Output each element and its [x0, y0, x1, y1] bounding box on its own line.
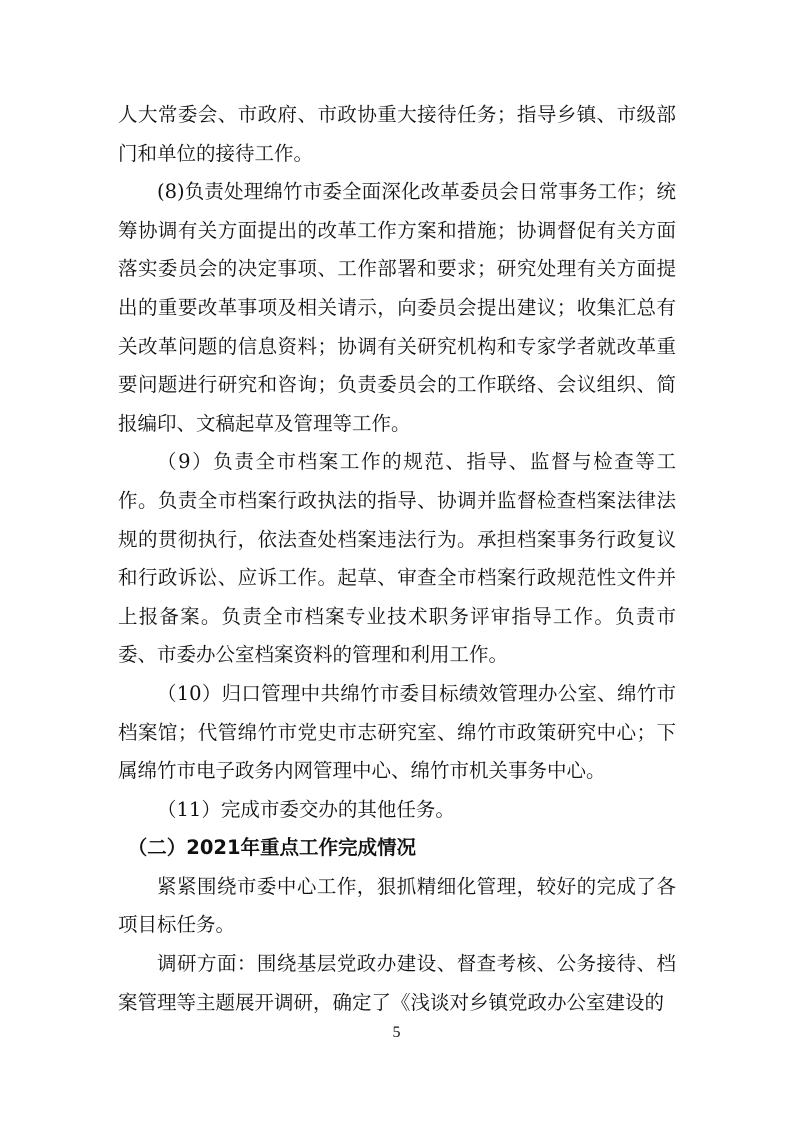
- section-heading: （二）2021年重点工作完成情况: [127, 836, 417, 860]
- paragraph-item-9: （9）负责全市档案工作的规范、指导、监督与检查等工作。负责全市档案行政执法的指导、协调并监督检查档案法律法规的贯彻执行，依法查处档案违法行为。承担档案事务行政复议和行政诉讼、应诉工作。起草、审查全市档案行政规范性文件并上报备案。负责全市档案专业技术职务评审指导工作。负责市委、市委办公室档案资料的管理和利用工作。: [118, 450, 676, 667]
- paragraph-item-11: （11）完成市委交办的其他任务。: [157, 797, 455, 821]
- page-number: 5: [392, 1024, 401, 1041]
- paragraph-item-8: (8)负责处理绵竹市委全面深化改革委员会日常事务工作；统筹协调有关方面提出的改革工作方案和措施；协调督促有关方面落实委员会的决定事项、工作部署和要求；研究处理有关方面提出的重要改革事项及相关请示，向委员会提出建议；收集汇总有关改革问题的信息资料；协调有关研究机构和专家学者就改革重要问题进行研究和咨询；负责委员会的工作联络、会议组织、简报编印、文稿起草及管理等工作。: [118, 180, 676, 435]
- paragraph-summary: 紧紧围绕市委中心工作，狠抓精细化管理，较好的完成了各项目标任务。: [118, 874, 676, 937]
- body-text: [118, 96, 676, 1022]
- paragraph-research: 调研方面：围绕基层党政办建设、督查考核、公务接待、档案管理等主题展开调研，确定了《浅谈对乡镇党政办公室建设的: [118, 952, 676, 1014]
- paragraph-continuation: 人大常委会、市政府、市政协重大接待任务；指导乡镇、市级部门和单位的接待工作。: [118, 103, 676, 165]
- paragraph-item-10: （10）归口管理中共绵竹市委目标绩效管理办公室、绵竹市档案馆；代管绵竹市党史市志研究室、绵竹市政策研究中心；下属绵竹市电子政务内网管理中心、绵竹市机关事务中心。: [118, 681, 676, 783]
